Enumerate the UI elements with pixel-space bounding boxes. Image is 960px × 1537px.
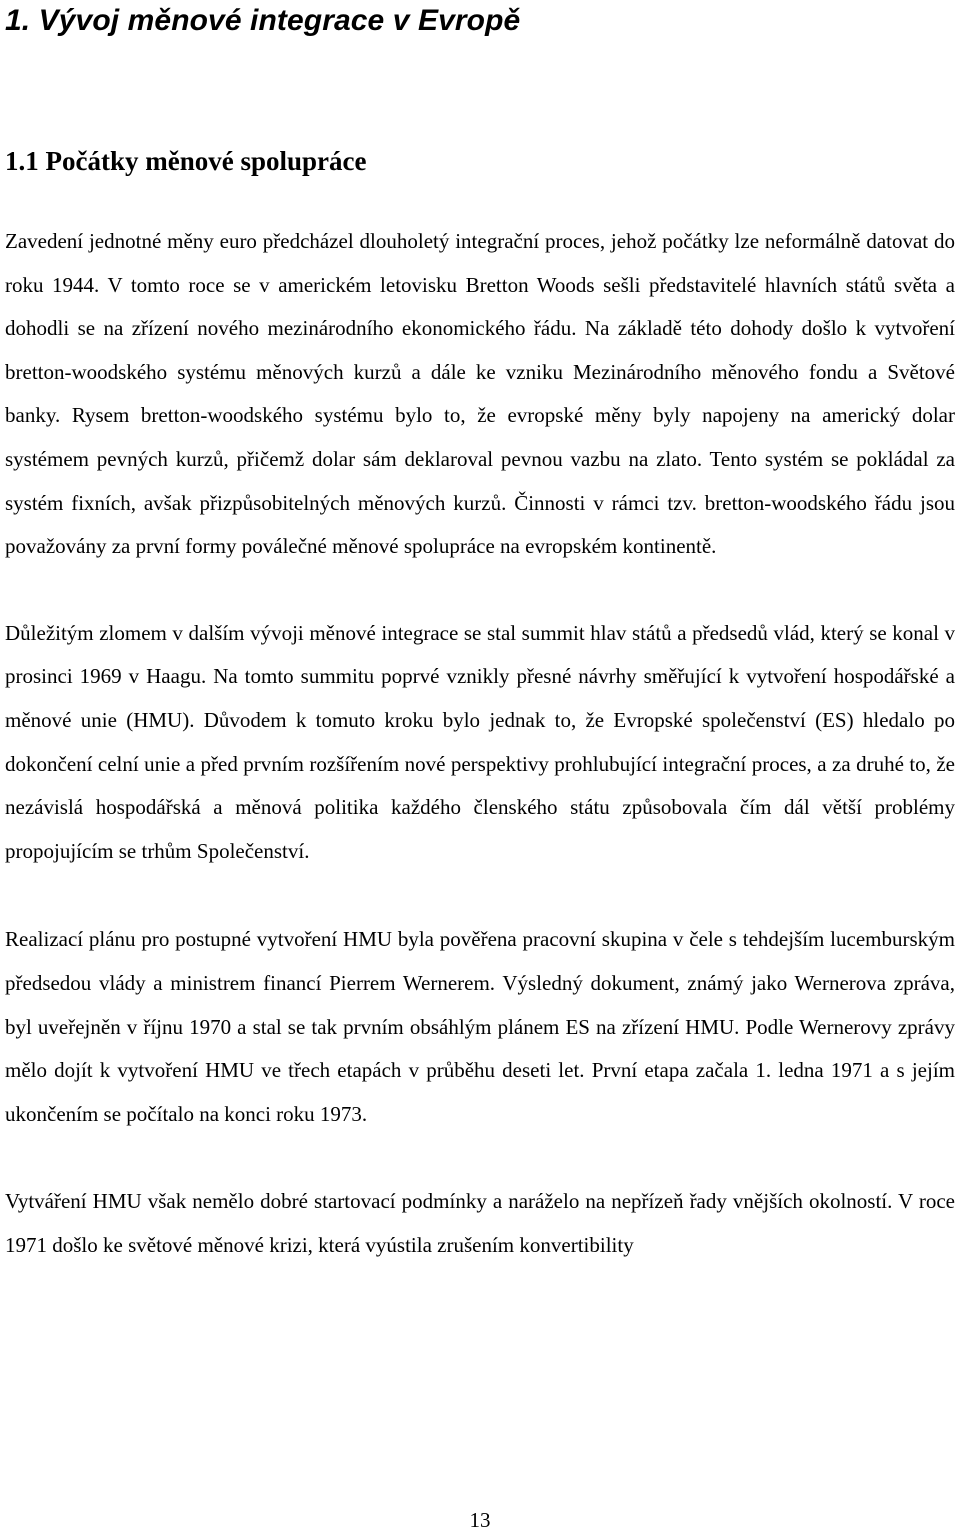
paragraph-haag-summit: Důležitým zlomem v dalším vývoji měnové integrace se stal summit hlav států a předsedů vlád, který se konal v prosinci 1969 v Haagu. Na tomto summitu poprvé vznikly přesné návrhy směřující k vytvoření hospodářské a měnové unie (HMU). Důvodem k tomuto kroku bylo jednak to, že Evropské společenství (ES) hledalo po dokončení celní unie a před prvním rozšířením nové perspektivy prohlubující integrační proces, a za druhé to, že nezávislá hospodářská a měnová politika každého členského státu způsobovala čím dál větší problémy propojujícím se trhům Společenství. xyxy=(5,620,955,863)
chapter-title: 1. Vývoj měnové integrace v Evropě xyxy=(5,4,521,37)
paragraph-bretton-woods: Zavedení jednotné měny euro předcházel dlouholetý integrační proces, jehož počátky lze neformálně datovat do roku 1944. V tomto roce se v americkém letovisku Bretton Woods sešli představitelé hlavních států světa a dohodli se na zřízení nového mezinárodního ekonomického řádu. Na základě této dohody došlo k vytvoření bretton-woodského systému měnových kurzů a dále ke vzniku Mezinárodního měnového fondu a Světové banky. Rysem bretton-woodského systému bylo to, že evropské měny byly napojeny na americký dolar systémem pevných kurzů, přičemž dolar sám deklaroval pevnou vazbu na zlato. Tento systém se pokládal za systém fixních, avšak přizpůsobitelných měnových kurzů. Činnosti v rámci tzv. bretton-woodského řádu jsou považovány za první formy poválečné měnové spolupráce na evropském kontinentě. xyxy=(5,229,955,559)
section-title: 1.1 Počátky měnové spolupráce xyxy=(5,146,367,176)
page-number: 13 xyxy=(469,1508,491,1532)
page-content xyxy=(5,0,955,1267)
paragraph-werner-report: Realizací plánu pro postupné vytvoření HMU byla pověřena pracovní skupina v čele s tehdejším lucemburským předsedou vlády a ministrem financí Pierrem Wernerem. Výsledný dokument, známý jako Wernerova zpráva, byl uveřejněn v říjnu 1970 a stal se tak prvním obsáhlým plánem ES na zřízení HMU. Podle Wernerovy zprávy mělo dojít k vytvoření HMU ve třech etapách v průběhu deseti let. První etapa začala 1. ledna 1971 a s jejím ukončením se počítalo na konci roku 1973. xyxy=(5,927,955,1126)
paragraph-hmu-conditions: Vytváření HMU však nemělo dobré startovací podmínky a naráželo na nepřízeň řady vnějších okolností. V roce 1971 došlo ke světové měnové krizi, která vyústila zrušením konvertibility xyxy=(5,1189,955,1257)
